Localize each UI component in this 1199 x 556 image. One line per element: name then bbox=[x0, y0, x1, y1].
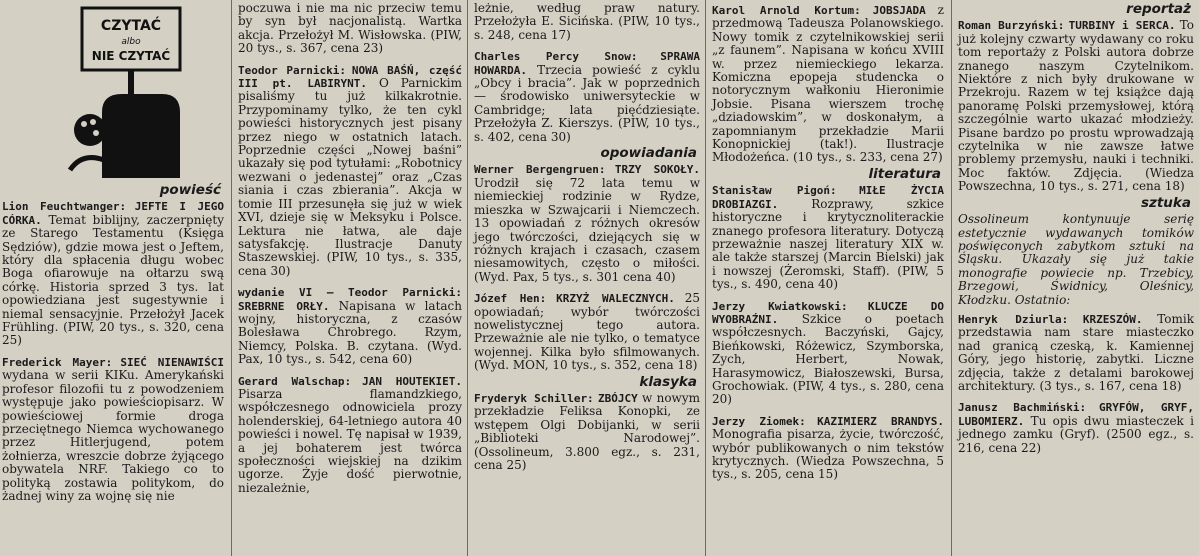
book-title: GRYFÓW, GRYF, LUBOMIERZ. bbox=[958, 401, 1194, 428]
book-author: Roman Burzyński: bbox=[958, 19, 1065, 33]
book-author: wydanie VI — Teodor Parnicki: bbox=[238, 286, 462, 300]
book-author: Charles Percy Snow: bbox=[474, 50, 638, 64]
book-entry bbox=[472, 2, 702, 42]
book-entry bbox=[956, 401, 1196, 455]
column-divider bbox=[705, 0, 706, 556]
book-author: Lion Feuchtwanger: bbox=[2, 200, 127, 214]
book-entry bbox=[472, 163, 702, 284]
book-author: Karol Arnold Kortum: bbox=[712, 4, 861, 17]
logo-line-2: albo bbox=[121, 37, 141, 47]
book-title: KLUCZE DO WYOBRAŹNI. bbox=[712, 299, 944, 326]
column-2 bbox=[236, 0, 464, 556]
section-reportaz: reportaż bbox=[1126, 1, 1191, 17]
section-powiesc: powieść bbox=[159, 182, 221, 198]
book-title: TURBINY i SERCA. bbox=[1068, 19, 1176, 33]
book-author: Jerzy Kwiatkowski: bbox=[712, 299, 848, 313]
book-title: JOBSJADA bbox=[872, 4, 926, 17]
book-title: KAZIMIERZ BRANDYS. bbox=[817, 414, 944, 428]
book-description: Urodził się 72 lata temu w niemieckiej rodzinie w Rydze, mieszka w Szwajcarii i Niemczech. 13 opowiadań z różnych okresów jego twórczości, dziejących się w różnych krajach i czasach, czasem niesamowitych, często o miłości. (Wyd. Pax, 5 tys., s. 301 cena 40) bbox=[474, 175, 700, 284]
column-3 bbox=[472, 0, 702, 556]
book-description: Tomik przedstawia nam stare miasteczko nad granicą czeską, k. Kamiennej Góry, jego historię, zabytki. Liczne zdjęcia, także z detalami barokowej architektury. (3 tys., s. 167, cena 18) bbox=[958, 311, 1194, 393]
section-sztuka: sztuka bbox=[1140, 194, 1191, 211]
book-author: Gerard Walschap: bbox=[238, 374, 352, 388]
book-description: poczuwa i nie ma nic przeciw temu by syn był nacjonalistą. Wartka akcja. Przełożył M. Wisłowska. (PIW, 20 tys., s. 367, cena 23) bbox=[238, 1, 462, 56]
book-entry bbox=[236, 375, 464, 496]
editorial-note: Ossolineum kontynuuje serię estetycznie wydawanych tomików poświęconych zabytkom sztuki na Śląsku. Ukazały się już takie monografie powiecie np. Trzebicy, Brzegowi, Świdnicy, Oleśnicy, Kłodzku. Ostatnio: bbox=[958, 212, 1194, 307]
book-description: Monografia pisarza, życie, twórczość, wybór publikowanych o nim tekstów krytycznych. (Wiedza Powszechna, 5 tys., s. 205, cena 15) bbox=[712, 427, 944, 482]
book-title: KRZESZÓW. bbox=[1082, 312, 1143, 326]
book-author: Janusz Bachmiński: bbox=[958, 401, 1087, 415]
book-description: leżnie, według praw natury. Przełożyła E. Sicińska. (PIW, 10 tys., s. 248, cena 17) bbox=[474, 1, 700, 42]
section-opowiadania: opowiadania bbox=[600, 145, 697, 162]
book-author: Fryderyk Schiller: bbox=[474, 391, 594, 405]
book-author: Teodor Parnicki: bbox=[238, 63, 347, 77]
book-author: Józef Hen: bbox=[474, 292, 547, 306]
book-description: w nowym przekładzie Feliksa Konopki, ze wstępem Olgi Dobijanki, w serii „Biblioteki Narodowej”. (Ossolineum, 3.800 egz., s. 231, cena 25) bbox=[474, 390, 700, 472]
section-klasyka: klasyka bbox=[639, 373, 697, 390]
book-entry bbox=[0, 200, 226, 347]
book-author: Werner Bergengruen: bbox=[474, 163, 606, 177]
book-description: wydana w serii KIKu. Amerykański profesor filozofii tu z powodzeniem występuje jako powieściopisarz. W powieściowej formie droga przeciętnego Niemca wychowanego przez Hitlerjugend, potem żołnierza, wreszcie dobrze żyjącego obywatela NRF. Takiego co to polityką zostawia politykom, do żadnej winy za wojnę się nie bbox=[2, 368, 224, 503]
book-title: KRZYŻ WALECZNYCH. bbox=[556, 292, 675, 306]
book-entry bbox=[472, 292, 702, 372]
book-entry bbox=[472, 392, 702, 472]
column-1 bbox=[0, 0, 226, 556]
book-title: TRZY SOKOŁY. bbox=[614, 163, 700, 177]
book-title: JEFTE I JEGO CÓRKA. bbox=[2, 200, 224, 227]
book-title: ZBÓJCY bbox=[597, 391, 638, 405]
book-entry bbox=[0, 356, 226, 503]
czytac-logo bbox=[62, 2, 202, 178]
book-description: To już kolejny czwarty wydawany co roku tom reportaży z Polski autora dobrze znanego naszym Czytelnikom. Niektóre z nich były drukowane w Przekroju. Razem w tej książce dają panoramę Polski przemysłowej, którą szczególnie warto ukazać młodzieży. Pisane bardzo po prostu wprowadzają czytelnika w nie zawsze łatwe problemy przemysłu, nauki i techniki. Moc faktów. Zdjęcia. (Wiedza Powszechna, 10 tys., s. 271, cena 18) bbox=[958, 18, 1194, 194]
book-description: Tu opis dwu miasteczek i jednego zamku (Gryf). (2500 egz., s. 216, cena 22) bbox=[958, 413, 1194, 455]
book-description: Szkice o poetach współczesnych. Baczyński, Gajcy, Bieńkowski, Różewicz, Szymborska, Zych, Herbert, Nowak, Harasymowicz, Białoszewski, Bursa, Grochowiak. (PIW, 4 tys., s. 280, cena 20) bbox=[712, 311, 944, 407]
book-entry bbox=[710, 300, 946, 407]
column-5 bbox=[956, 0, 1196, 556]
book-entry bbox=[236, 2, 464, 56]
book-description: 25 opowiadań; wybór twórczości nowelistycznej tego autora. Przeważnie ale nie tylko, o tematyce wojennej. Kilka było sfilmowanych. (Wyd. MON, 10 tys., s. 352, cena 18) bbox=[474, 291, 700, 373]
book-entry bbox=[956, 19, 1196, 193]
book-entry bbox=[710, 415, 946, 482]
book-title: SPRAWA HOWARDA. bbox=[474, 50, 700, 77]
book-entry bbox=[472, 50, 702, 144]
column-4 bbox=[710, 0, 946, 556]
book-description: Napisana w latach wojny, historyczna, z czasów Bolesława Chrobrego. Rzym, Niemcy, Polska. B. czytana. (Wyd. Pax, 10 tys., s. 542, cena 60) bbox=[238, 298, 463, 367]
logo-line-3: NIE CZYTAĆ bbox=[91, 49, 171, 63]
book-entry bbox=[710, 4, 946, 165]
book-description: Pisarza flamandzkiego, współczesnego odnowiciela prozy holenderskiej, 64-letniego autora 40 powieści i nowel. Tę napisał w 1939, a jej bohaterem jest twórca społeczności wiejskiej na dzikim ugorze. Żyje dość pierwotnie, niezależnie, bbox=[238, 386, 462, 495]
book-description: Temat biblijny, zaczerpnięty ze Starego Testamentu (Księga Sędziów), gdzie mowa jest o Jeftem, który dla spłacenia długu wobec Boga ofiarowuje na ołtarzu swą córkę. Historia sprzed 3 tys. lat opowiedziana jest sugestywnie i niemal sensacyjnie. Przełożył Jacek Frühling. (PIW, 20 tys., s. 320, cena 25) bbox=[2, 212, 224, 348]
logo-line-1: CZYTAĆ bbox=[100, 18, 162, 34]
section-literatura: literatura bbox=[868, 165, 941, 182]
book-title: JAN HOUTEKIET. bbox=[362, 374, 462, 388]
book-title: MIŁE ŻYCIA DROBIAZGI. bbox=[712, 184, 944, 211]
book-description: Rozprawy, szkice historyczne i krytycznoliterackie znanego profesora literatury. Dotyczą przeważnie naszej literatury XIX w. ale także starszej (Marcin Bielski) jak i nowszej (Żeromski, Staff). (PIW, 5 tys., s. 490, cena 40) bbox=[712, 196, 944, 292]
book-author: Stanisław Pigoń: bbox=[712, 184, 837, 198]
book-author: Jerzy Ziomek: bbox=[712, 414, 806, 428]
book-description: O Parnickim pisaliśmy tu już kilkakrotnie. Przypominamy tylko, że ten cykl powieści historycznych jest pisany przez niego w ostatnich latach. Poprzednie części „Nowej baśni” ukazały się pod tytułami: „Robotnicy wezwani o jedenastej” oraz „Czas siania i czas zbierania”. Akcja w tomie III przesunęła się już w wiek XVI, dzieje się w Meksyku i Polsce. Lektura nie łatwa, ale daje satysfakcję. Ilustracje Danuty Staszewskiej. (PIW, 10 tys., s. 335, cena 30) bbox=[238, 76, 462, 278]
book-description: Trzecia powieść z cyklu „Obcy i bracia”. Jak w poprzednich — środowisko uniwersyteckie w Cambridge; lata pięćdziesiąte. Przełożyła Z. Kierszys. (PIW, 10 tys., s. 402, cena 30) bbox=[474, 62, 700, 144]
book-entry bbox=[710, 184, 946, 291]
column-divider bbox=[467, 0, 468, 556]
column-divider bbox=[951, 0, 952, 556]
book-title: NOWA BAŚŃ, część III pt. LABIRYNT. bbox=[238, 63, 462, 91]
book-author: Frederick Mayer: bbox=[2, 355, 113, 369]
book-entry bbox=[236, 64, 464, 279]
book-author: Henryk Dziurla: bbox=[958, 312, 1069, 326]
column-divider bbox=[231, 0, 232, 556]
book-entry bbox=[956, 313, 1196, 393]
book-title: SIEĆ NIENAWIŚCI bbox=[120, 355, 224, 369]
book-entry bbox=[236, 286, 464, 366]
book-description: z przedmową Tadeusza Polanowskiego. Nowy tomik z czytelnikowskiej serii „z faunem”. Napisana w końcu XVIII w. przez niemieckiego lekarza. Komiczna epopeja studencka o notorycznym wałkoniu Hieronimie Jobsie. Pisana wierszem trochę „dziadowskim”, w doskonałym, a zapomnianym przekładzie Marii Konopnickiej (tak!). Ilustracje Młodożeńca. (10 tys., s. 233, cena 27) bbox=[712, 3, 944, 165]
book-title: SREBRNE ORŁY. bbox=[238, 299, 330, 313]
